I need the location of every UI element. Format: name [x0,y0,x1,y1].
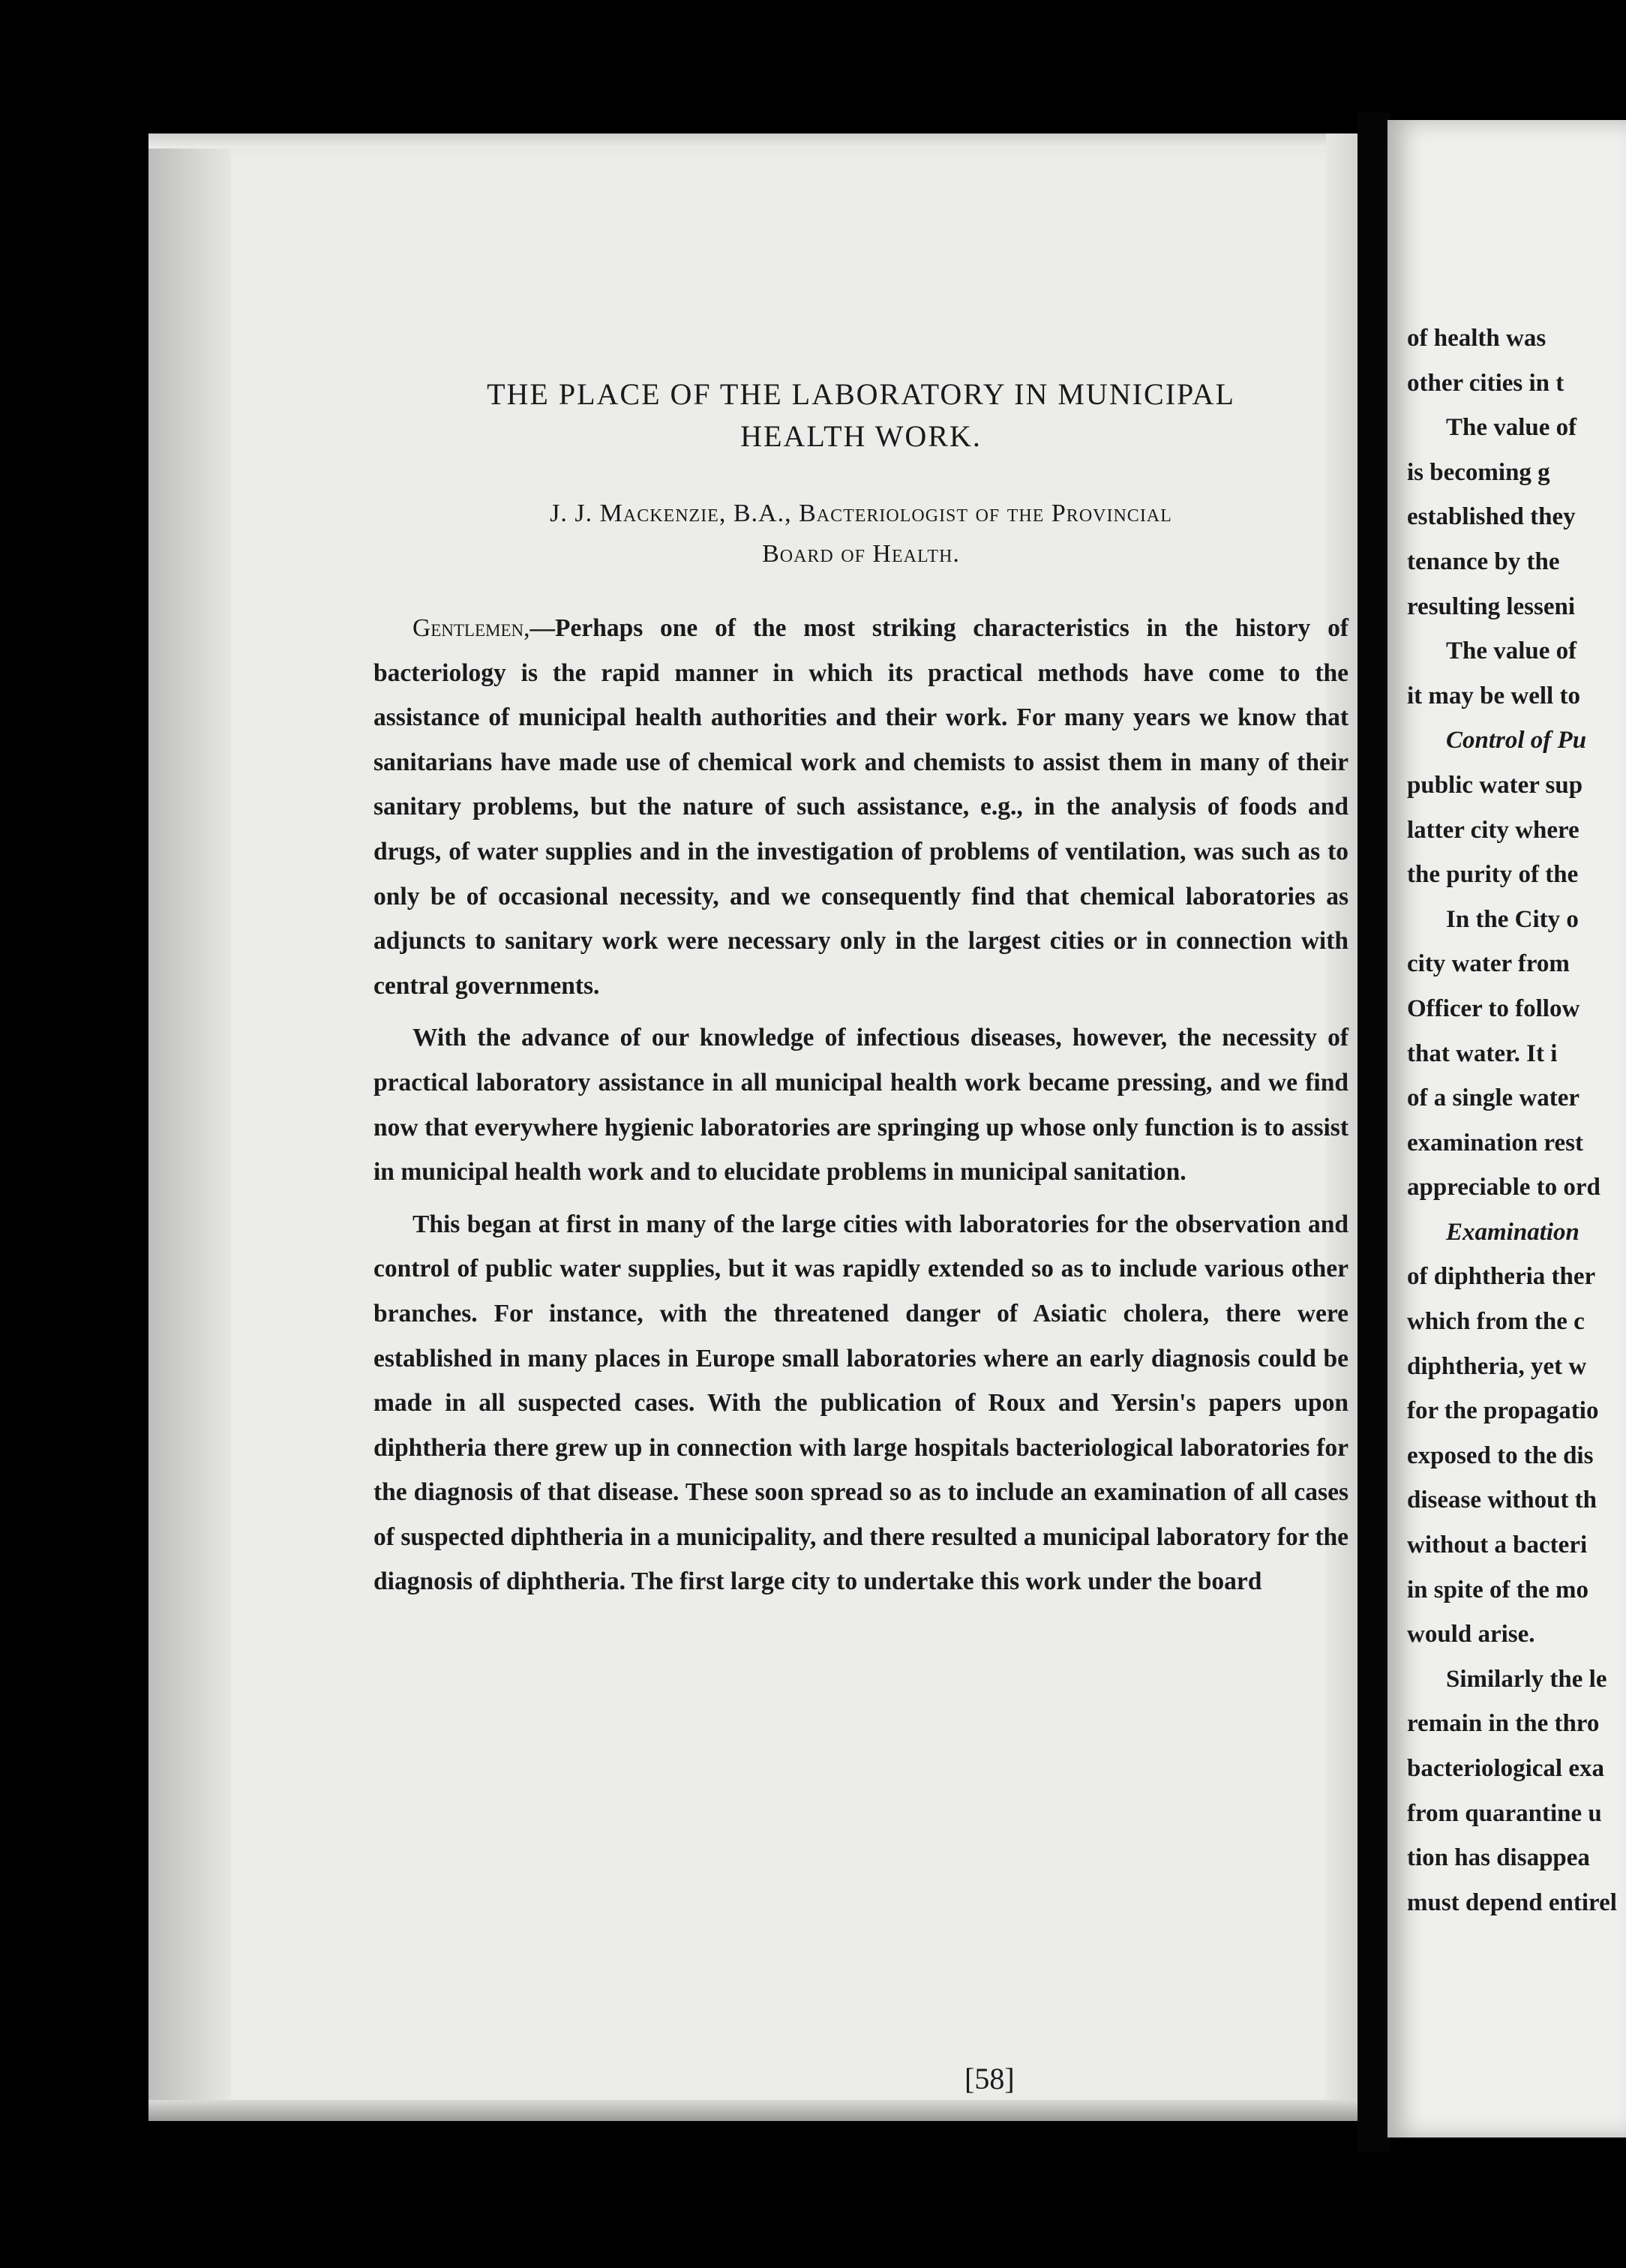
right-page-line: In the City o [1446,905,1579,933]
right-page-line: The value of [1446,638,1577,665]
right-page-line: is becoming g [1407,458,1550,486]
right-page-line: The value of [1446,414,1577,442]
right-page-line: Officer to follow [1407,994,1580,1022]
right-page-line: Similarly the le [1446,1665,1607,1693]
right-page-line: public water sup [1407,771,1583,799]
right-page-line: which from the c [1407,1308,1585,1336]
right-page-line: Examination [1446,1218,1580,1246]
paragraph-1-text: —Perhaps one of the most striking characteristics in the history of bacteriology is the rapid manner in which its practical methods have come to the assistance of municipal health authorities and their work. For many years we know that sanitarians have made use of chemical work and chemists to assist them in many of their sanitary problems, but the nature of such assistance, e.g., in the analysis of foods and drugs, of water supplies and in the investigation of problems of ventilation, was such as to only be of occasional necessity, and we consequently find that chemical laboratories as adjuncts to sanitary work were necessary only in the largest cities or in connection with central governments. [374,614,1348,1000]
right-page-line: of diphtheria ther [1407,1263,1596,1291]
right-page-line: without a bacteri [1407,1532,1588,1559]
book-gutter [1358,112,1390,2152]
paragraph-1 [374,606,1348,1008]
title-line-1: THE PLACE OF THE LABORATORY IN MUNICIPAL [487,377,1235,411]
right-page-line: in spite of the mo [1407,1576,1588,1604]
right-page-line: it may be well to [1407,682,1580,710]
right-page-line: for the propagatio [1407,1397,1599,1425]
right-page-text [1407,316,1617,1925]
right-page-line: the purity of the [1407,861,1579,889]
right-page [1388,120,1626,2138]
right-page-line: remain in the thro [1407,1710,1600,1738]
right-page-line: city water from [1407,950,1570,978]
right-page-line: exposed to the dis [1407,1442,1594,1469]
right-page-line: that water. It i [1407,1040,1558,1067]
right-page-line: diphtheria, yet w [1407,1352,1587,1380]
right-page-line: established they [1407,503,1576,531]
right-page-line: latter city where [1407,816,1580,844]
paragraph-2: With the advance of our knowledge of infectious diseases, however, the necessity of practical laboratory assistance in all municipal health work became pressing, and we find now that everywhere hygienic laboratories are springing up whose only function is to assist in municipal health work and to elucidate problems in municipal sanitation. [374,1024,1348,1186]
page-edge-shadow [148,134,231,2121]
right-page-line: would arise. [1407,1621,1535,1648]
author-line-1: J. J. Mackenzie, B.A., Bacteriologist of the Provincial [550,500,1172,527]
article [374,374,1348,1612]
right-page-line: tion has disappea [1407,1844,1590,1872]
right-page-line: appreciable to ord [1407,1174,1600,1202]
left-page [148,134,1378,2121]
right-page-line: of a single water [1407,1084,1580,1112]
salutation: Gentlemen, [412,614,530,642]
right-page-line: from quarantine u [1407,1799,1602,1827]
right-page-line: resulting lesseni [1407,592,1575,620]
author-line-2: Board of Health. [762,540,960,568]
right-page-line: other cities in t [1407,369,1564,397]
article-body [374,606,1348,1604]
right-page-line: Control of Pu [1446,727,1587,754]
right-page-line: disease without th [1407,1486,1598,1514]
paragraph-3: This began at first in many of the large cities with laboratories for the observation and control of public water supplies, but it was rapidly extended so as to include various other branches. For instance, with the threatened danger of Asiatic cholera, there were established in many places in Europe small laboratories where an early diagnosis could be made in all suspected cases. With the publication of Roux and Yersin's papers upon diphtheria there grew up in connection with large hospitals bacteriological laboratories for the diagnosis of that disease. These soon spread so as to include an examination of all cases of suspected diphtheria in a municipality, and there resulted a municipal laboratory for the diagnosis of diphtheria. The first large city to undertake this work under the board [374,1210,1348,1596]
page-top-edge [148,134,1378,148]
page-bottom-edge [148,2100,1378,2121]
author-byline [374,494,1348,574]
right-page-line: examination rest [1407,1129,1583,1156]
right-page-line: of health was [1407,325,1546,352]
article-title [374,374,1348,458]
right-page-line: tenance by the [1407,548,1560,575]
page-number: [58] [964,2062,1015,2096]
title-line-2: HEALTH WORK. [740,419,982,453]
right-page-line: bacteriological exa [1407,1755,1605,1782]
right-page-line: must depend entirel [1407,1888,1617,1916]
